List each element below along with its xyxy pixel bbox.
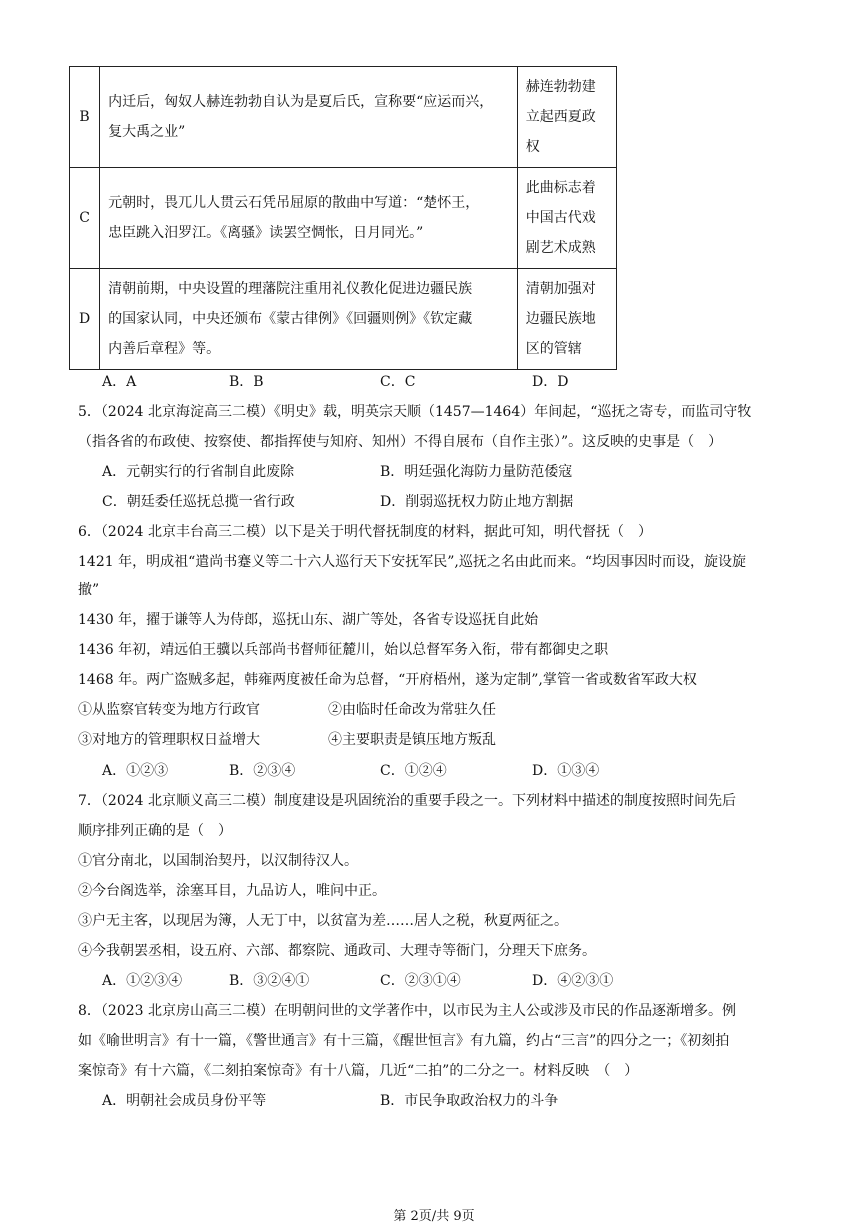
row-letter: D	[70, 269, 100, 370]
q6-material-line: 撤”	[78, 582, 100, 598]
option-b[interactable]: B．③②④①	[229, 973, 310, 989]
row-material: 清朝前期，中央设置的理藩院注重用礼仪教化促进边疆民族 的国家认同，中央还颁布《蒙古律例》《回疆则例》《钦定藏 内善后章程》等。	[100, 269, 518, 370]
q7-stem-line: 顺序排列正确的是（ ）	[78, 823, 232, 839]
option-a[interactable]: A．元朝实行的行省制自此废除	[102, 464, 295, 480]
row-conclusion: 赫连勃勃建 立起西夏政 权	[517, 67, 616, 168]
row-conclusion: 此曲标志着 中国古代戏 剧艺术成熟	[517, 168, 616, 269]
q8-stem-line: 案惊奇》有十六篇，《二刻拍案惊奇》有十八篇，几近“二拍”的二分之一。材料反映 （ ）	[78, 1063, 639, 1079]
q5-stem-line: 5．（2024 北京海淀高三二模）《明史》载，明英宗天顺（1457—1464）年间起，“巡抚之寄专，而监司守牧	[78, 404, 752, 420]
option-b[interactable]: B．B	[229, 374, 264, 390]
q6-item: ④主要职责是镇压地方叛乱	[328, 732, 496, 748]
option-b[interactable]: B．明廷强化海防力量防范倭寇	[380, 464, 573, 480]
row-material: 元朝时，畏兀儿人贯云石凭吊屈原的散曲中写道：“楚怀王， 忠臣跳入汨罗江。《离骚》读罢空惆怅，日月同光。”	[100, 168, 518, 269]
q6-material-line: 1436 年初，靖远伯王骥以兵部尚书督师征麓川，始以总督军务入衔，带有都御史之职	[78, 642, 609, 658]
q6-item: ①从监察官转变为地方行政官	[78, 702, 260, 718]
q6-material-line: 1421 年，明成祖“遣尚书蹇义等二十六人巡行天下安抚军民”,巡抚之名由此而来。“均因事因时而设，旋设旋	[78, 554, 746, 570]
row-material: 内迁后，匈奴人赫连勃勃自认为是夏后氏，宣称要“应运而兴， 复大禹之业”	[100, 67, 518, 168]
row-conclusion: 清朝加强对 边疆民族地 区的管辖	[517, 269, 616, 370]
q6-item: ③对地方的管理职权日益增大	[78, 732, 260, 748]
q7-material-line: ③户无主客，以现居为簿，人无丁中，以贫富为差……居人之税，秋夏两征之。	[78, 913, 568, 929]
q8-stem-line: 如《喻世明言》有十一篇，《警世通言》有十三篇，《醒世恒言》有九篇，约占“三言”的四分之一；《初刻拍	[78, 1033, 730, 1049]
q6-item: ②由临时任命改为常驻久任	[328, 702, 496, 718]
option-c[interactable]: C．①②④	[380, 763, 447, 779]
option-a[interactable]: A．①②③	[102, 763, 169, 779]
table-row	[70, 168, 617, 269]
option-d[interactable]: D．④②③①	[532, 973, 614, 989]
table-row	[70, 67, 617, 168]
option-d[interactable]: D．①③④	[532, 763, 600, 779]
q6-material-line: 1430 年，擢于谦等人为侍郎，巡抚山东、湖广等处，各省专设巡抚自此始	[78, 612, 539, 628]
q8-stem-line: 8．（2023 北京房山高三二模）在明朝问世的文学著作中，以市民为主人公或涉及市民的作品逐渐增多。例	[78, 1003, 736, 1019]
option-c[interactable]: C．②③①④	[380, 973, 461, 989]
row-letter: C	[70, 168, 100, 269]
option-b[interactable]: B．②③④	[229, 763, 296, 779]
q7-material-line: ②今台阁选举，涂塞耳目，九品访人，唯问中正。	[78, 883, 386, 899]
q5-stem-line: （指各省的布政使、按察使、都指挥使与知府、知州）不得自展布（自作主张）”。这反映的史事是（ ）	[78, 434, 723, 450]
option-a[interactable]: A．①②③④	[102, 973, 183, 989]
q6-stem-line: 6．（2024 北京丰台高三二模）以下是关于明代督抚制度的材料，据此可知，明代督抚（ ）	[78, 524, 652, 540]
q6-item-row	[78, 700, 496, 720]
option-d[interactable]: D．削弱巡抚权力防止地方割据	[380, 494, 574, 510]
option-c[interactable]: C．朝廷委任巡抚总揽一省行政	[102, 494, 295, 510]
q6-item-row	[78, 730, 496, 750]
row-letter: B	[70, 67, 100, 168]
q7-material-line: ①官分南北，以国制治契丹，以汉制待汉人。	[78, 853, 358, 869]
question-4-table	[69, 66, 617, 370]
option-b[interactable]: B．市民争取政治权力的斗争	[380, 1093, 559, 1109]
q7-material-line: ④今我朝罢丞相，设五府、六部、都察院、通政司、大理寺等衙门，分理天下庶务。	[78, 943, 596, 959]
q7-stem-line: 7．（2024 北京顺义高三二模）制度建设是巩固统治的重要手段之一。下列材料中描述的制度按照时间先后	[78, 793, 736, 809]
option-a[interactable]: A．A	[102, 374, 137, 390]
option-c[interactable]: C．C	[380, 374, 416, 390]
option-d[interactable]: D．D	[532, 374, 569, 390]
page-footer: 第 2页/共 9页	[393, 1209, 475, 1224]
option-a[interactable]: A．明朝社会成员身份平等	[102, 1093, 267, 1109]
q6-material-line: 1468 年。两广盗贼多起，韩雍两度被任命为总督，“开府梧州，遂为定制”,掌管一省或数省军政大权	[78, 672, 697, 688]
table-row	[70, 269, 617, 370]
